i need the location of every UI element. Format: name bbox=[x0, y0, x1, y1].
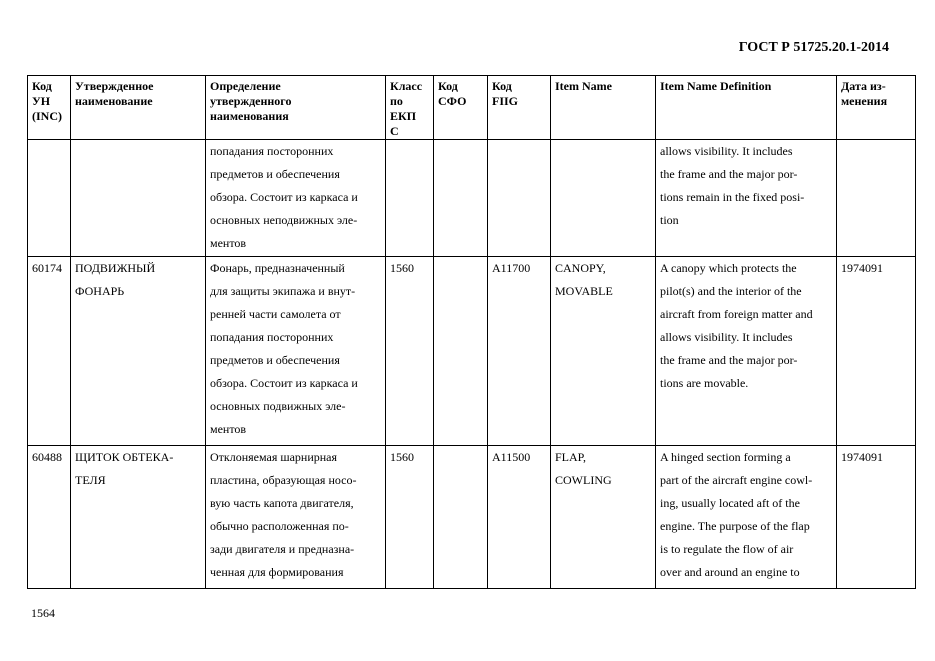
cell-ekps-class: 1560 bbox=[386, 446, 434, 589]
cell-change-date: 1974091 bbox=[837, 446, 916, 589]
cell-definition: Фонарь, предназначенный для защиты экипажа и внут- ренней части самолета от попадания посторонних предметов и обеспечения обзора. Состоит из каркаса и основных подвижных эле- ментов bbox=[206, 257, 386, 446]
header-fiig-code: Код FIIG bbox=[488, 76, 551, 140]
header-row bbox=[28, 76, 916, 140]
header-item-name: Item Name bbox=[551, 76, 656, 140]
cell-fiig-code bbox=[488, 140, 551, 257]
header-inc: Код УН (INC) bbox=[28, 76, 71, 140]
cell-sfo-code bbox=[434, 257, 488, 446]
header-ekps-class: Класс по ЕКП С bbox=[386, 76, 434, 140]
cell-inc bbox=[28, 140, 71, 257]
cell-change-date: 1974091 bbox=[837, 257, 916, 446]
page-number: 1564 bbox=[31, 606, 55, 620]
table-row bbox=[28, 446, 916, 589]
cell-name: ПОДВИЖНЫЙ ФОНАРЬ bbox=[71, 257, 206, 446]
header-change-date: Дата из- менения bbox=[837, 76, 916, 140]
cell-inc: 60174 bbox=[28, 257, 71, 446]
cell-change-date bbox=[837, 140, 916, 257]
catalog-table bbox=[27, 75, 916, 589]
cell-item-definition: allows visibility. It includes the frame and the major por- tions remain in the fixed posi- tion bbox=[656, 140, 837, 257]
header-approved-name: Утвержденное наименование bbox=[71, 76, 206, 140]
header-approved-definition: Определение утвержденного наименования bbox=[206, 76, 386, 140]
cell-sfo-code bbox=[434, 140, 488, 257]
cell-item-name: CANOPY, MOVABLE bbox=[551, 257, 656, 446]
header-item-definition: Item Name Definition bbox=[656, 76, 837, 140]
header-sfo-code: Код СФО bbox=[434, 76, 488, 140]
cell-item-name bbox=[551, 140, 656, 257]
cell-ekps-class bbox=[386, 140, 434, 257]
cell-definition: попадания посторонних предметов и обеспечения обзора. Состоит из каркаса и основных неподвижных эле- ментов bbox=[206, 140, 386, 257]
cell-sfo-code bbox=[434, 446, 488, 589]
table-row bbox=[28, 257, 916, 446]
cell-inc: 60488 bbox=[28, 446, 71, 589]
cell-fiig-code: A11700 bbox=[488, 257, 551, 446]
cell-name bbox=[71, 140, 206, 257]
cell-name: ЩИТОК ОБТЕКА- ТЕЛЯ bbox=[71, 446, 206, 589]
cell-fiig-code: A11500 bbox=[488, 446, 551, 589]
standard-designation: ГОСТ Р 51725.20.1-2014 bbox=[738, 40, 889, 55]
cell-item-name: FLAP, COWLING bbox=[551, 446, 656, 589]
cell-item-definition: A hinged section forming a part of the aircraft engine cowl- ing, usually located aft of the engine. The purpose of the flap is to regulate the flow of air over and around an engine to bbox=[656, 446, 837, 589]
cell-definition: Отклоняемая шарнирная пластина, образующая носо- вую часть капота двигателя, обычно расположенная по- зади двигателя и предназна- ченная для формирования bbox=[206, 446, 386, 589]
cell-item-definition: A canopy which protects the pilot(s) and the interior of the aircraft from foreign matter and allows visibility. It includes the frame and the major por- tions are movable. bbox=[656, 257, 837, 446]
cell-ekps-class: 1560 bbox=[386, 257, 434, 446]
table-row bbox=[28, 140, 916, 257]
